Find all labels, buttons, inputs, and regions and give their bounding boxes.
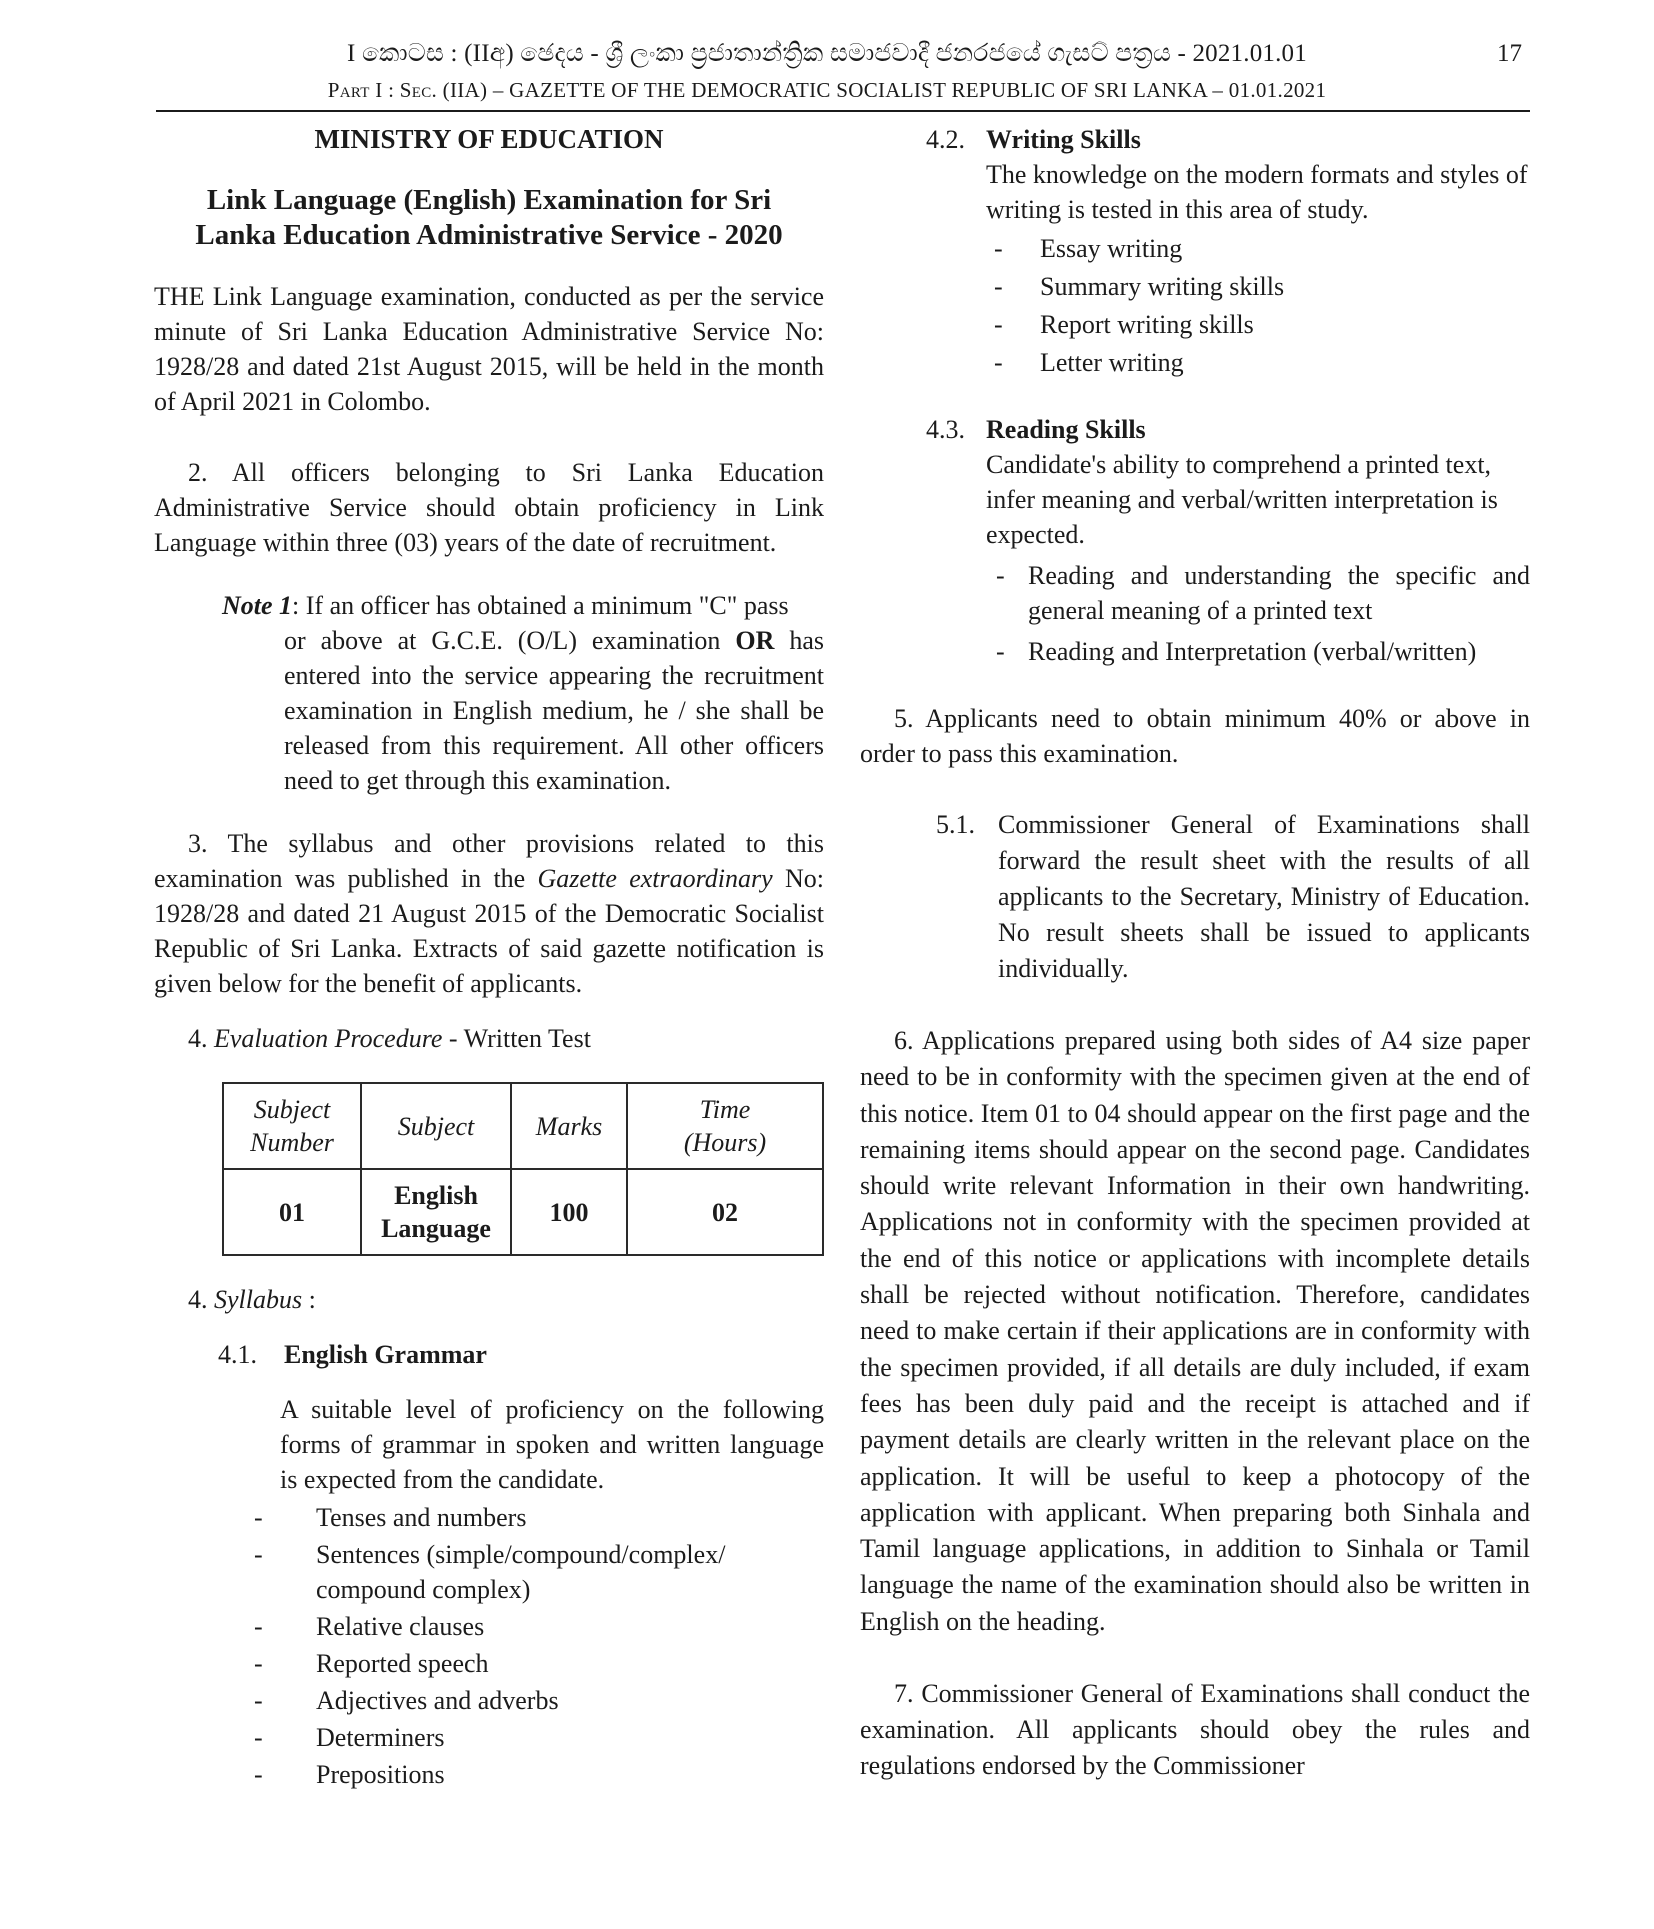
eval-number: 4.: [188, 1024, 214, 1053]
table-cell: [361, 1169, 511, 1255]
paragraph-5: 5. Applicants need to obtain minimum 40% or above in order to pass this examination.: [860, 704, 1530, 768]
table-header-cell: [627, 1083, 823, 1169]
para3-italic: Gazette extraordinary: [537, 864, 773, 893]
list-item: [254, 1757, 824, 1792]
dash-bullet: -: [994, 348, 1003, 377]
list-item-text: Sentences (simple/compound/complex/ compound complex): [316, 1540, 726, 1604]
list-item: [254, 1537, 824, 1607]
syllabus-heading: [188, 1282, 824, 1317]
table-header-cell: [361, 1083, 511, 1169]
list-item-text: Adjectives and adverbs: [316, 1686, 559, 1715]
gazette-header-english: [0, 78, 1654, 103]
grammar-number: 4.1.: [218, 1340, 257, 1369]
list-item: [254, 1500, 824, 1535]
sinhala-header-text: I කොටස : (IIඅ) ඡෙදය - ශ්‍රී ලංකා ප්‍රජාතාන්ත්‍රික සමාජවාදී ජනරජයේ ගැසට් පත්‍රය - 2021.01.01: [347, 40, 1307, 67]
note-1: [222, 588, 824, 798]
list-item: [986, 345, 1530, 380]
cell-line: 02: [712, 1197, 738, 1227]
para3-text: 3. The syllabus and other provisions related to this examination was published in the: [154, 829, 824, 893]
list-item-text: Determiners: [316, 1723, 445, 1752]
paragraph-3: [154, 826, 824, 1001]
header-cell-line: Number: [250, 1128, 334, 1157]
reading-list: [986, 558, 1530, 669]
list-item-text: Letter writing: [1040, 348, 1184, 377]
note-text: has entered into the service appearing the recruitment examination in English medium, he / she shall be released from this requirement. All other officers need to get through this examination.: [284, 626, 824, 795]
writing-title: Writing Skills: [986, 125, 1141, 154]
reading-intro: Candidate's ability to comprehend a printed text, infer meaning and verbal/written interpretation is expected.: [986, 450, 1498, 549]
syllabus-italic: Syllabus: [214, 1285, 303, 1314]
cell-line: English: [394, 1181, 478, 1210]
syllabus-number: 4.: [188, 1285, 214, 1314]
paragraph-7: 7. Commissioner General of Examinations shall conduct the examination. All applicants should obey the rules and regulations endorsed by the Commissioner: [860, 1679, 1530, 1781]
dash-bullet: -: [254, 1760, 263, 1789]
header-cell-line: Time: [699, 1095, 751, 1124]
table-cell: [511, 1169, 627, 1255]
eval-italic: Evaluation Procedure: [214, 1024, 443, 1053]
header-cell-line: (Hours): [683, 1128, 767, 1157]
list-item: [986, 634, 1530, 669]
header-divider: [156, 110, 1530, 112]
dash-bullet: -: [254, 1612, 263, 1641]
list-item-text: Report writing skills: [1040, 310, 1254, 339]
list-item: [254, 1609, 824, 1644]
evaluation-heading: [188, 1021, 824, 1056]
list-item-text: Reading and Interpretation (verbal/written): [1028, 637, 1477, 666]
header-cell-line: Marks: [535, 1111, 603, 1141]
grammar-section: [254, 1392, 824, 1792]
gazette-header-sinhala: [0, 40, 1654, 68]
list-item-text: Tenses and numbers: [316, 1503, 527, 1532]
table-row: [223, 1169, 823, 1255]
writing-heading: [926, 122, 1530, 157]
list-item-text: Summary writing skills: [1040, 272, 1285, 301]
header-rest: . (IIA) – GAZETTE OF THE DEMOCRATIC SOCIALIST REPUBLIC OF SRI LANKA – 01.01.2021: [431, 78, 1327, 102]
dash-bullet: -: [254, 1540, 263, 1569]
writing-number: 4.2.: [926, 125, 965, 154]
cell-line: 100: [549, 1197, 589, 1227]
cell-line: Language: [381, 1214, 491, 1243]
dash-bullet: -: [254, 1503, 263, 1532]
dash-bullet: -: [994, 234, 1003, 263]
grammar-title: English Grammar: [284, 1340, 487, 1369]
notice-title-line: Link Language (English) Examination for Sri: [206, 184, 772, 216]
note-or: OR: [735, 626, 775, 655]
dash-bullet: -: [996, 637, 1005, 666]
note-text: or above at G.C.E. (O/L) examination: [284, 626, 736, 655]
header-part-smallcaps: ART: [339, 85, 370, 101]
reading-number: 4.3.: [926, 415, 965, 444]
header-part-initial: P: [327, 78, 340, 102]
table-header-cell: [511, 1083, 627, 1169]
note-label: Note 1: [222, 591, 293, 620]
list-item: [986, 558, 1530, 628]
header-part-number: I : S: [369, 78, 412, 102]
reading-section: [986, 447, 1530, 669]
list-item-text: Reading and understanding the specific and general meaning of a printed text: [1028, 561, 1530, 625]
page-number: 17: [1497, 40, 1522, 67]
table-header-row: [223, 1083, 823, 1169]
list-item-text: Prepositions: [316, 1760, 445, 1789]
dash-bullet: -: [254, 1649, 263, 1678]
note-text: : If an officer has obtained a minimum "C" pass: [292, 591, 789, 620]
evaluation-table: [222, 1082, 824, 1256]
para51-text: Commissioner General of Examinations shall forward the result sheet with the results of all applicants to the Secretary, Ministry of Education. No result sheets shall be issued to applicants individually.: [998, 810, 1530, 983]
table-header-cell: [223, 1083, 361, 1169]
dash-bullet: -: [994, 310, 1003, 339]
dash-bullet: -: [994, 272, 1003, 301]
list-item: [986, 231, 1530, 266]
writing-section: [986, 157, 1530, 380]
cell-line: 01: [279, 1197, 305, 1227]
para3-text: No: 1928/28 and dated 21 August 2015 of the Democratic Socialist Republic of Sri Lanka. Extracts of said gazette notification is given below for the benefit of applicants.: [154, 864, 824, 998]
eval-rest: - Written Test: [442, 1024, 591, 1053]
table-cell: [627, 1169, 823, 1255]
header-sec-smallcaps: EC: [411, 85, 432, 101]
ministry-heading: MINISTRY OF EDUCATION: [314, 124, 664, 154]
list-item: [986, 269, 1530, 304]
left-column: [154, 122, 824, 1792]
reading-title: Reading Skills: [986, 415, 1146, 444]
dash-bullet: -: [254, 1723, 263, 1752]
grammar-heading: [218, 1337, 824, 1372]
list-item: [986, 307, 1530, 342]
para51-number: 5.1.: [936, 810, 975, 839]
paragraph-6: 6. Applications prepared using both sides of A4 size paper need to be in conformity with the specimen given at the end of this notice. Item 01 to 04 should appear on the first page and the remaining items should appear on the second page. Candidates should write relevant Information in their own handwriting. Applications not in conformity with the specimen provided at the end of this notice or applications with incomplete details shall be rejected without notification. Therefore, candidates need to make certain if their applications are in conformity with the specimen provided, if all details are duly included, if exam fees has been duly paid and the receipt is attached and if payment details are clearly written in the relevant place on the application. It will be useful to keep a photocopy of the application with applicant. When preparing both Sinhala and Tamil language applications, in addition to Sinhala or Tamil language the name of the examination should also be written in English on the heading.: [860, 1026, 1530, 1636]
writing-intro: The knowledge on the modern formats and styles of writing is tested in this area of study.: [986, 160, 1528, 224]
reading-heading: [926, 412, 1530, 447]
grammar-intro: A suitable level of proficiency on the following forms of grammar in spoken and written language is expected from the candidate.: [280, 1395, 824, 1494]
list-item: [254, 1646, 824, 1681]
header-cell-line: Subject: [253, 1095, 331, 1124]
list-item-text: Reported speech: [316, 1649, 489, 1678]
list-item-text: Relative clauses: [316, 1612, 485, 1641]
list-item-text: Essay writing: [1040, 234, 1183, 263]
notice-title: [154, 183, 824, 253]
syllabus-rest: :: [302, 1285, 316, 1314]
paragraph-5-1: [936, 807, 1530, 987]
writing-list: [986, 231, 1530, 380]
list-item: [254, 1683, 824, 1718]
dash-bullet: -: [254, 1686, 263, 1715]
dash-bullet: -: [996, 561, 1005, 590]
header-cell-line: Subject: [397, 1111, 475, 1141]
table-cell: [223, 1169, 361, 1255]
list-item: [254, 1720, 824, 1755]
paragraph-2: 2. All officers belonging to Sri Lanka Education Administrative Service should obtain proficiency in Link Language within three (03) years of the date of recruitment.: [154, 458, 824, 557]
paragraph-1: THE Link Language examination, conducted as per the service minute of Sri Lanka Education Administrative Service No: 1928/28 and dated 21st August 2015, will be held in the month of April 2021 in Colombo.: [154, 282, 824, 416]
grammar-list: [254, 1500, 824, 1792]
notice-title-line: Lanka Education Administrative Service - 2020: [195, 219, 783, 251]
right-column: [860, 122, 1530, 1784]
